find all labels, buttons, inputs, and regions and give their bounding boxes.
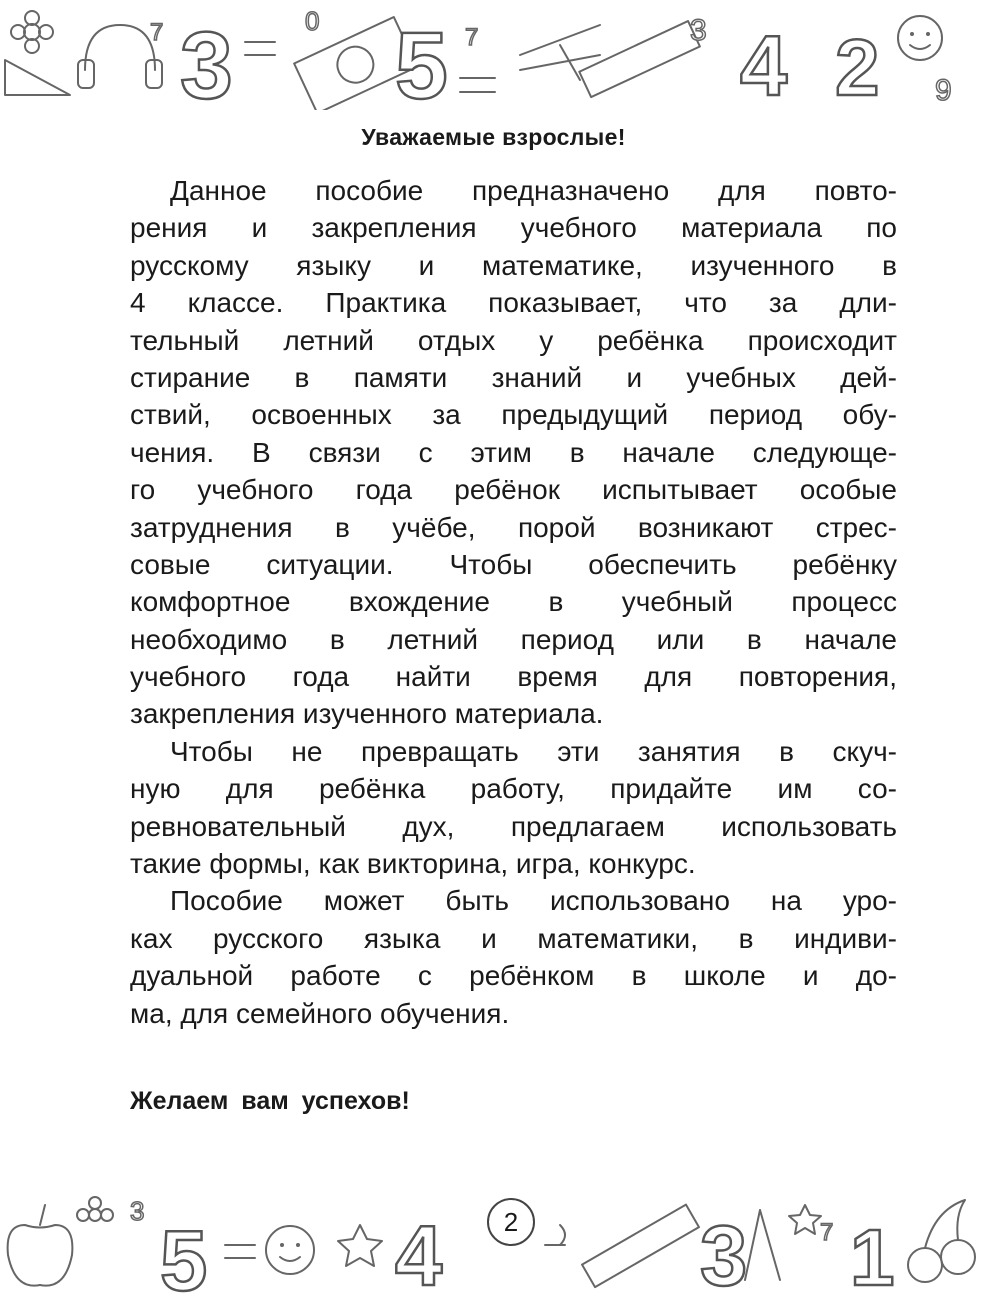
text-line: 4 классе. Практика показывает, что за дли-	[130, 287, 897, 319]
text-line: ствий, освоенных за предыдущий период обу-	[130, 399, 897, 431]
decor-digit: 4	[395, 1209, 443, 1295]
decor-digit: 3	[690, 14, 707, 47]
decor-digit: 9	[935, 74, 952, 107]
text-line: комфортное вхождение в учебный процесс	[130, 586, 897, 618]
text-line: такие формы, как викторина, игра, конкурс.	[130, 848, 696, 880]
decorative-bottom-border	[0, 1185, 987, 1295]
text-line: затруднения в учёбе, порой возникают стрес-	[130, 511, 897, 543]
body-text	[130, 172, 897, 1032]
text-line: рения и закрепления учебного материала по	[130, 212, 897, 244]
decor-digit: 0	[305, 6, 320, 36]
closing-text: Желаем вам успехов!	[130, 1087, 410, 1115]
text-line: необходимо в летний период или в начале	[130, 623, 897, 655]
paragraph	[130, 172, 897, 733]
decor-digit: 5	[395, 13, 448, 110]
decor-digit: 2	[835, 23, 880, 110]
page-number: 2	[487, 1198, 535, 1246]
text-line: чения. В связи с этим в начале следующе-	[130, 436, 897, 468]
paragraph	[130, 882, 897, 1032]
paragraph	[130, 733, 897, 883]
decor-digit: 5	[160, 1214, 208, 1295]
text-line: Чтобы не превращать эти занятия в скуч-	[170, 735, 897, 767]
decor-digit: 4	[740, 19, 788, 110]
text-line: тельный летний отдых у ребёнка происходит	[130, 324, 897, 356]
text-line: русскому языку и математике, изученного в	[130, 249, 897, 281]
decor-digit: 7	[150, 19, 164, 46]
text-line: ную для ребёнка работу, придайте им со-	[130, 773, 897, 805]
text-line: учебного года найти время для повторения,	[130, 661, 897, 693]
text-line: Данное пособие предназначено для повто-	[170, 175, 897, 206]
text-line: совые ситуации. Чтобы обеспечить ребёнку	[130, 548, 897, 580]
decor-digit: 1	[850, 1213, 895, 1295]
text-line: закрепления изученного материала.	[130, 698, 604, 730]
text-line: ревновательный дух, предлагаем использовать	[130, 810, 897, 842]
text-line: дуальной работе с ребёнком в школе и до-	[130, 960, 897, 992]
page-title: Уважаемые взрослые!	[361, 124, 626, 150]
text-line: Пособие может быть использовано на уро-	[170, 885, 897, 917]
text-line: ках русского языка и математики, в индиви-	[130, 922, 897, 954]
text-line: стирание в памяти знаний и учебных дей-	[130, 361, 897, 393]
text-line: го учебного года ребёнок испытывает особые	[130, 474, 897, 506]
decorative-top-border	[0, 0, 987, 110]
decor-digit: 7	[820, 1219, 834, 1246]
text-line: ма, для семейного обучения.	[130, 997, 510, 1029]
decor-digit: 3	[700, 1209, 748, 1295]
decor-digit: 3	[130, 1196, 145, 1226]
decor-digit: 7	[465, 24, 479, 51]
decor-digit: 3	[180, 13, 233, 110]
